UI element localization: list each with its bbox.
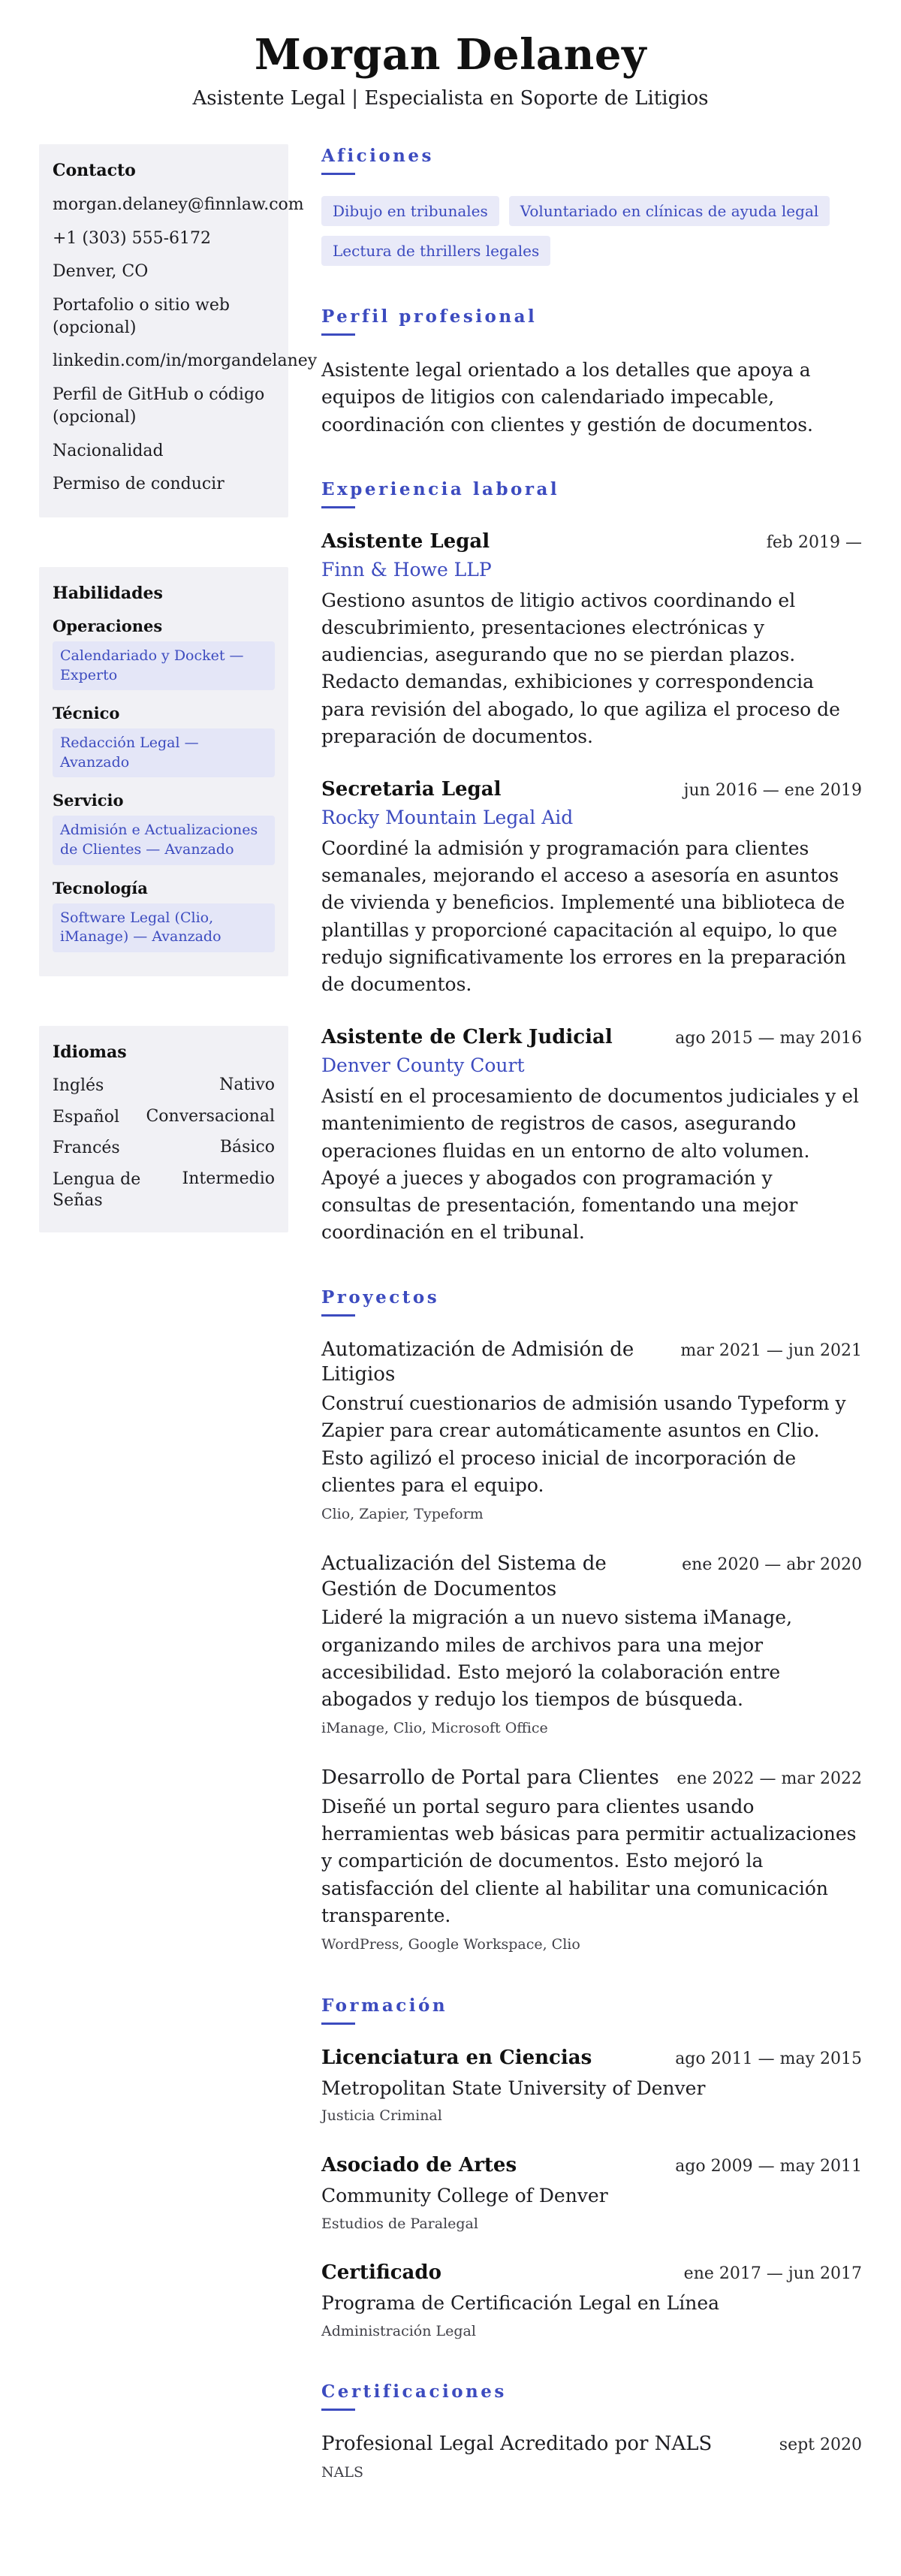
skill-group-technical	[53, 704, 275, 777]
section-underline	[321, 2022, 355, 2025]
person-name: Morgan Delaney	[254, 30, 647, 80]
skill-category: Tecnología	[53, 878, 148, 897]
job-header	[321, 529, 862, 555]
languages-title: Idiomas	[53, 1042, 127, 1062]
language-level: Nativo	[219, 1075, 275, 1094]
section-underline	[321, 506, 355, 508]
education-entry	[321, 2046, 862, 2126]
job-role: Asistente Legal	[321, 529, 490, 553]
job-company-link[interactable]: Rocky Mountain Legal Aid	[321, 806, 574, 828]
skill-badge: Software Legal (Clio, iManage) — Avanzado	[53, 903, 275, 952]
education-dates: ene 2017 — jun 2017	[683, 2264, 862, 2284]
project-description: Diseñé un portal seguro para clientes usando herramientas web básicas para permitir actualizaciones y compartición de documentos. Esto mejoró la satisfacción del cliente al habilitar una comunicación transparente.	[321, 1795, 857, 1926]
job-role: Asistente de Clerk Judicial	[321, 1026, 613, 1049]
contact-driving-permit: Permiso de conducir	[53, 475, 224, 494]
education-header	[321, 2153, 862, 2179]
section-underline	[321, 1314, 355, 1317]
profile-section	[321, 306, 862, 439]
job-description: Asistí en el procesamiento de documentos judiciales y el mantenimiento de registros de casos, asegurando operaciones fluidas en un entorno de alto volumen. Apoyé a jueces y abogados con programación y consultas de presentación, fomentando una mejor coordinación en el tribunal.	[321, 1085, 860, 1244]
education-school: Community College of Denver	[321, 2184, 608, 2206]
job-dates: ago 2015 — may 2016	[675, 1029, 862, 1048]
language-row	[53, 1075, 275, 1097]
education-field: Estudios de Paralegal	[321, 2215, 478, 2232]
project-name: Automatización de Admisión de Litigios	[321, 1338, 634, 1386]
project-tech: Clio, Zapier, Typeform	[321, 1506, 484, 1523]
job-company-link[interactable]: Finn & Howe LLP	[321, 558, 492, 581]
job-description: Gestiono asuntos de litigio activos coordinando el descubrimiento, presentaciones electrónicas y audiencias, asegurando que no se pierdan plazos. Redacto demandas, exhibiciones y correspondencia para revisión del abogado, lo que agiliza el proceso de preparación de documentos.	[321, 589, 840, 747]
education-degree: Certificado	[321, 2261, 441, 2285]
contact-section	[39, 144, 318, 517]
job-company-link[interactable]: Denver County Court	[321, 1054, 525, 1077]
person-subtitle: Asistente Legal | Especialista en Soporte de Litigios	[192, 87, 709, 110]
education-entry	[321, 2261, 862, 2341]
contact-linkedin[interactable]: linkedin.com/in/morgandelaney	[53, 351, 318, 371]
skills-title: Habilidades	[53, 583, 163, 603]
section-underline	[321, 333, 355, 336]
skill-category: Operaciones	[53, 616, 163, 635]
profile-title: Perfil profesional	[321, 306, 538, 327]
skill-category: Técnico	[53, 704, 120, 723]
education-field: Justicia Criminal	[321, 2107, 442, 2125]
section-underline	[321, 2409, 355, 2411]
job-dates: jun 2016 — ene 2019	[683, 781, 862, 801]
projects-title: Proyectos	[321, 1286, 440, 1308]
projects-section	[321, 1287, 862, 1955]
language-level: Conversacional	[146, 1106, 275, 1126]
skill-group-operations	[53, 617, 275, 690]
education-degree: Licenciatura en Ciencias	[321, 2046, 592, 2069]
project-name: Actualización del Sistema de Gestión de Documentos	[321, 1552, 607, 1600]
section-underline	[321, 173, 355, 175]
education-header	[321, 2261, 862, 2286]
project-tech: iManage, Clio, Microsoft Office	[321, 1720, 548, 1737]
education-header	[321, 2046, 862, 2071]
education-dates: ago 2009 — may 2011	[675, 2156, 862, 2176]
education-school: Metropolitan State University of Denver	[321, 2077, 706, 2099]
skill-badge: Calendariado y Docket — Experto	[53, 641, 275, 690]
project-description: Construí cuestionarios de admisión usando Typeform y Zapier para crear automáticamente asuntos en Clio. Esto agilizó el proceso inicial de incorporación de clientes para el equipo.	[321, 1392, 846, 1496]
contact-portfolio: Portafolio o sitio web (opcional)	[53, 296, 230, 337]
sidebar	[39, 144, 318, 1232]
language-name: Español	[53, 1107, 119, 1127]
language-level: Básico	[219, 1138, 275, 1157]
experience-title: Experiencia laboral	[321, 478, 560, 499]
resume-header	[39, 30, 862, 110]
profile-text: Asistente legal orientado a los detalles que apoya a equipos de litigios con calendariado impecable, coordinación con clientes y gestión de documentos.	[321, 359, 813, 436]
project-entry	[321, 1338, 862, 1525]
project-dates: ene 2022 — mar 2022	[677, 1769, 862, 1789]
hobbies-section	[321, 146, 862, 266]
language-row	[53, 1169, 275, 1212]
job-entry	[321, 777, 862, 998]
resume-columns	[39, 144, 862, 2523]
project-dates: mar 2021 — jun 2021	[680, 1341, 862, 1360]
education-dates: ago 2011 — may 2015	[675, 2049, 862, 2068]
job-description: Coordiné la admisión y programación para clientes semanales, mejorando el acceso a asesoría en asuntos de vivienda y beneficios. Implementé una biblioteca de plantillas y proporcioné capacitación al equipo, lo que redujo significativamente los errores en la preparación de documentos.	[321, 837, 847, 996]
language-level: Intermedio	[182, 1169, 275, 1188]
education-title: Formación	[321, 1995, 448, 2016]
main-content	[321, 144, 862, 2523]
contact-github: Perfil de GitHub o código (opcional)	[53, 385, 265, 427]
skill-group-service	[53, 791, 275, 864]
project-header	[321, 1766, 862, 1791]
hobby-tags	[321, 196, 862, 266]
contact-nationality: Nacionalidad	[53, 441, 164, 460]
education-degree: Asociado de Artes	[321, 2153, 517, 2176]
contact-title: Contacto	[53, 161, 136, 180]
project-header	[321, 1338, 862, 1389]
contact-phone: +1 (303) 555-6172	[53, 228, 211, 248]
language-name: Inglés	[53, 1076, 104, 1095]
project-dates: ene 2020 — abr 2020	[682, 1555, 862, 1574]
language-row	[53, 1138, 275, 1160]
skill-category: Servicio	[53, 791, 124, 810]
education-field: Administración Legal	[321, 2322, 476, 2339]
skill-badge: Admisión e Actualizaciones de Clientes — Avanzado	[53, 816, 275, 864]
job-role: Secretaria Legal	[321, 778, 502, 801]
skill-badge: Redacción Legal — Avanzado	[53, 728, 275, 777]
contact-email[interactable]: morgan.delaney@finnlaw.com	[53, 195, 304, 214]
contact-location: Denver, CO	[53, 262, 149, 282]
job-dates: feb 2019 —	[766, 532, 862, 552]
certifications-section	[321, 2381, 862, 2482]
languages-section	[39, 1026, 288, 1232]
certification-name: Profesional Legal Acreditado por NALS	[321, 2433, 713, 2456]
job-header	[321, 1025, 862, 1051]
skills-section	[39, 567, 288, 976]
job-entry	[321, 1025, 862, 1246]
language-name: Francés	[53, 1139, 120, 1158]
job-header	[321, 777, 862, 803]
certification-header	[321, 2432, 862, 2457]
skill-group-technology	[53, 879, 275, 952]
job-entry	[321, 529, 862, 750]
certifications-title: Certificaciones	[321, 2381, 507, 2403]
certification-issuer: NALS	[321, 2464, 363, 2481]
language-name: Lengua de Señas	[53, 1169, 141, 1211]
project-name: Desarrollo de Portal para Clientes	[321, 1766, 659, 1790]
hobby-tag: Lectura de thrillers legales	[321, 236, 550, 266]
hobbies-title: Aficiones	[321, 146, 434, 166]
certification-dates: sept 2020	[779, 2436, 862, 2455]
education-section	[321, 1995, 862, 2342]
project-tech: WordPress, Google Workspace, Clio	[321, 1936, 580, 1953]
education-school: Programa de Certificación Legal en Línea	[321, 2291, 720, 2314]
hobby-tag: Voluntariado en clínicas de ayuda legal	[509, 196, 830, 226]
project-entry	[321, 1766, 862, 1955]
certification-entry	[321, 2432, 862, 2482]
language-row	[53, 1107, 275, 1129]
education-entry	[321, 2153, 862, 2234]
project-entry	[321, 1552, 862, 1739]
project-header	[321, 1552, 862, 1603]
project-description: Lideré la migración a un nuevo sistema iManage, organizando miles de archivos para una mejor accesibilidad. Esto mejoró la colaboración entre abogados y redujo los tiempos de búsqueda.	[321, 1606, 793, 1711]
experience-section	[321, 479, 862, 1247]
hobby-tag: Dibujo en tribunales	[321, 196, 499, 226]
